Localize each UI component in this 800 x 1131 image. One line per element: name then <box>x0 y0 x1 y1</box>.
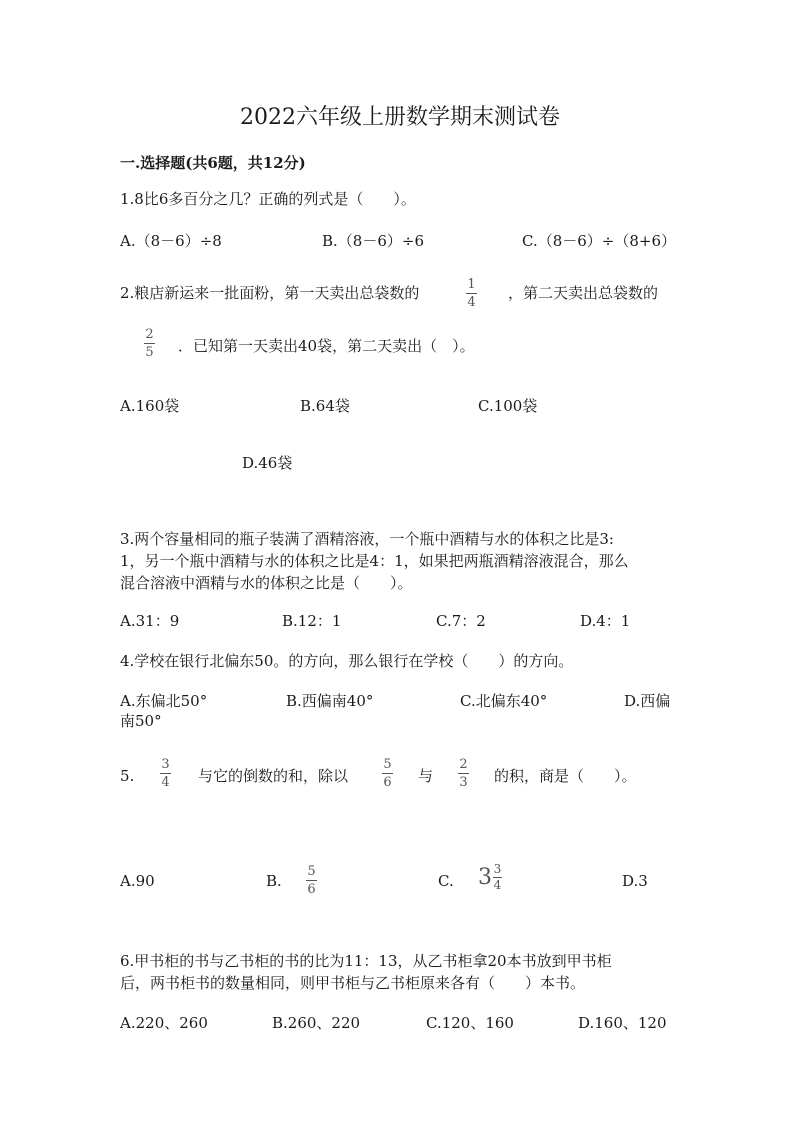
question-2-text-a: 2.粮店新运来一批面粉，第一天卖出总袋数的 <box>120 284 420 302</box>
question-3-line-3: 混合溶液中酒精与水的体积之比是（ ）。 <box>120 574 413 592</box>
question-1-option-b: B.（8－6）÷6 <box>322 232 424 250</box>
question-3-option-c: C.7：2 <box>436 612 486 630</box>
mixed-number-fraction <box>493 863 502 892</box>
fraction-bar <box>306 880 317 881</box>
question-4-option-b: B.西偏南40° <box>286 692 374 710</box>
question-6-line-1: 6.甲书柜的书与乙书柜的书的比为11：13，从乙书柜拿20本书放到甲书柜 <box>120 952 612 970</box>
question-6-option-b: B.260、220 <box>272 1014 361 1032</box>
fraction-numerator: 5 <box>383 757 392 772</box>
fraction-numerator: 2 <box>145 327 154 342</box>
fraction-bar <box>458 773 469 774</box>
mixed-number-whole: 3 <box>478 865 492 890</box>
question-4-option-d-continued: 南50° <box>120 712 162 730</box>
question-5-option-c-mixed-number <box>478 863 502 892</box>
question-6-option-d: D.160、120 <box>578 1014 667 1032</box>
question-6-line-2: 后，两书柜书的数量相同，则甲书柜与乙书柜原来各有（ ）本书。 <box>120 974 586 992</box>
fraction-denominator: 4 <box>493 878 502 892</box>
question-4-text: 4.学校在银行北偏东50。的方向，那么银行在学校（ ）的方向。 <box>120 652 574 670</box>
question-1-option-c: C.（8－6）÷（8+6） <box>522 232 677 250</box>
page-title: 2022六年级上册数学期末测试卷 <box>240 105 560 130</box>
fraction-numerator: 5 <box>307 864 316 879</box>
question-4-option-a: A.东偏北50° <box>120 692 208 710</box>
fraction-bar <box>382 773 393 774</box>
question-2-fraction-1 <box>466 277 477 310</box>
fraction-numerator: 1 <box>467 277 476 292</box>
question-5-option-b-label: B. <box>266 872 282 890</box>
question-5-option-c-label: C. <box>438 872 454 890</box>
fraction-numerator: 3 <box>493 862 502 876</box>
question-5-number: 5. <box>120 767 135 785</box>
question-2-option-a: A.160袋 <box>120 397 180 415</box>
question-1-option-a: A.（8－6）÷8 <box>120 232 222 250</box>
question-5-text-a: 与它的倒数的和，除以 <box>198 767 349 785</box>
question-4-option-d: D.西偏 <box>624 692 671 710</box>
question-5-option-d: D.3 <box>622 872 648 890</box>
question-5-fraction-c <box>458 757 469 790</box>
question-3-line-1: 3.两个容量相同的瓶子装满了酒精溶液，一个瓶中酒精与水的体积之比是3: <box>120 530 614 548</box>
fraction-bar <box>160 773 171 774</box>
question-2-option-d: D.46袋 <box>242 454 293 472</box>
section-heading: 一.选择题(共6题，共12分) <box>120 154 306 172</box>
fraction-bar <box>466 293 477 294</box>
fraction-denominator: 4 <box>161 775 170 790</box>
question-5-fraction-a <box>160 757 171 790</box>
question-2-fraction-2 <box>144 327 155 360</box>
fraction-bar <box>144 343 155 344</box>
fraction-numerator: 3 <box>161 757 170 772</box>
question-5-option-a: A.90 <box>120 872 155 890</box>
question-2-text-c: ．已知第一天卖出40袋，第二天卖出（ ）。 <box>178 337 475 355</box>
question-5-text-c: 的积，商是（ ）。 <box>494 767 637 785</box>
question-4-option-c: C.北偏东40° <box>460 692 548 710</box>
question-3-option-d: D.4：1 <box>580 612 631 630</box>
fraction-denominator: 6 <box>383 775 392 790</box>
question-3-line-2: 1，另一个瓶中酒精与水的体积之比是4：1，如果把两瓶酒精溶液混合，那么 <box>120 552 629 570</box>
fraction-numerator: 2 <box>459 757 468 772</box>
question-5-text-b: 与 <box>418 767 434 785</box>
fraction-denominator: 6 <box>307 882 316 897</box>
question-6-option-a: A.220、260 <box>120 1014 208 1032</box>
question-1-text: 1.8比6多百分之几？正确的列式是（ ）。 <box>120 190 416 208</box>
question-5-option-b-fraction <box>306 864 317 897</box>
question-3-option-a: A.31：9 <box>120 612 180 630</box>
question-2-option-c: C.100袋 <box>478 397 538 415</box>
question-2-text-b: ，第二天卖出总袋数的 <box>508 284 659 302</box>
question-5-fraction-b <box>382 757 393 790</box>
fraction-denominator: 4 <box>467 295 476 310</box>
question-3-option-b: B.12：1 <box>282 612 342 630</box>
fraction-denominator: 3 <box>459 775 468 790</box>
question-6-option-c: C.120、160 <box>426 1014 514 1032</box>
fraction-denominator: 5 <box>145 345 154 360</box>
question-2-option-b: B.64袋 <box>300 397 350 415</box>
